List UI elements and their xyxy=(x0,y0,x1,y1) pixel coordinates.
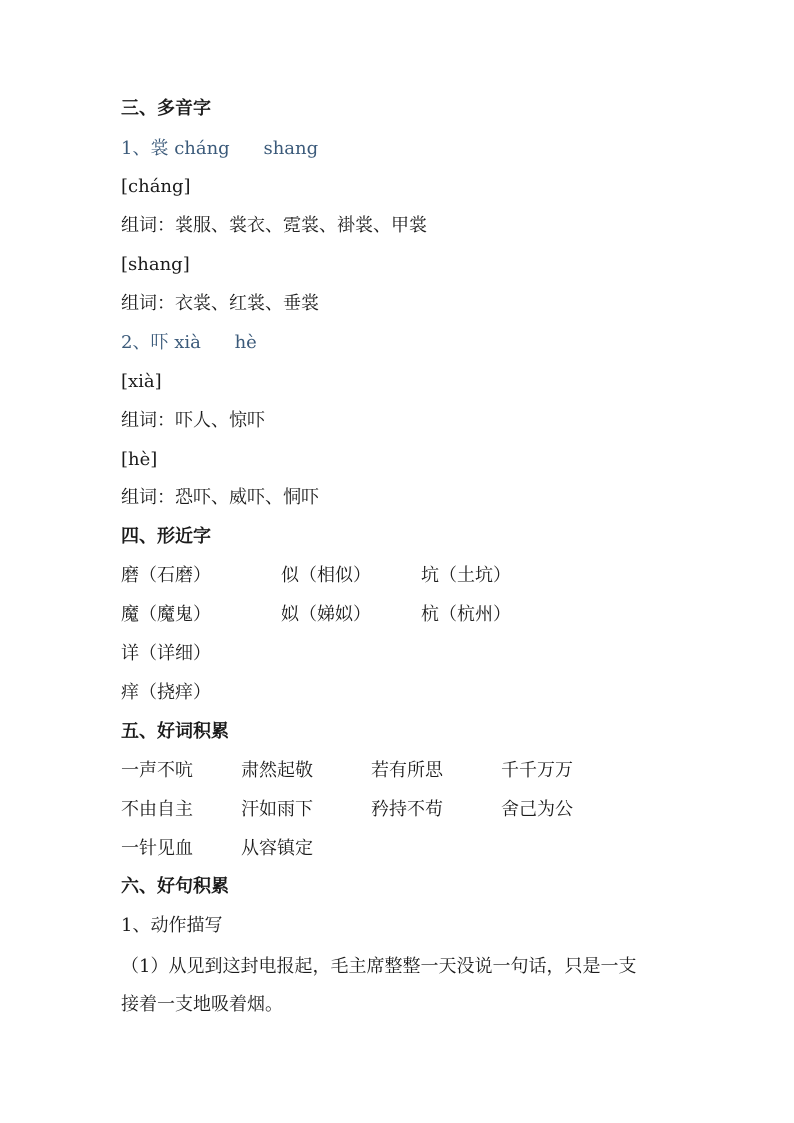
sentence-1-line-1: （1）从见到这封电报起，毛主席整整一天没说一句话，只是一支 xyxy=(121,956,637,977)
word-group-4: 组词：恐吓、威吓、恫吓 xyxy=(121,487,319,508)
section-6-heading: 六、好句积累 xyxy=(121,876,229,897)
pinyin-bracket-1: [cháng] xyxy=(121,176,191,197)
subheading-action: 1、动作描写 xyxy=(121,915,223,936)
polyphone-2-pinyin-2: hè xyxy=(234,332,257,353)
polyphone-item-1 xyxy=(121,137,318,161)
polyphone-item-2 xyxy=(121,331,257,355)
good-word: 从容镇定 xyxy=(241,838,313,859)
good-word: 矜持不苟 xyxy=(371,799,443,820)
similar-char: 姒（娣姒） xyxy=(281,604,371,625)
good-word: 千千万万 xyxy=(501,760,573,781)
word-group-3: 组词：吓人、惊吓 xyxy=(121,410,265,431)
polyphone-2-head: 2、吓 xyxy=(121,332,169,353)
section-3-heading: 三、多音字 xyxy=(121,98,211,119)
good-word: 汗如雨下 xyxy=(241,799,313,820)
sentence-1-line-2: 接着一支地吸着烟。 xyxy=(121,994,283,1015)
similar-char: 魔（魔鬼） xyxy=(121,604,211,625)
good-word: 不由自主 xyxy=(121,799,193,820)
good-word: 若有所思 xyxy=(371,760,443,781)
section-5-heading: 五、好词积累 xyxy=(121,721,229,742)
similar-char: 坑（土坑） xyxy=(421,565,511,586)
pinyin-bracket-4: [hè] xyxy=(121,449,158,470)
word-group-1: 组词：裳服、裳衣、霓裳、褂裳、甲裳 xyxy=(121,215,427,236)
polyphone-1-pinyin-1: cháng xyxy=(174,138,230,159)
good-word: 肃然起敬 xyxy=(241,760,313,781)
word-group-2: 组词：衣裳、红裳、垂裳 xyxy=(121,293,319,314)
similar-char: 杭（杭州） xyxy=(421,604,511,625)
polyphone-2-pinyin-1: xià xyxy=(174,332,201,353)
similar-char: 似（相似） xyxy=(281,565,371,586)
section-4-heading: 四、形近字 xyxy=(121,526,211,547)
polyphone-1-head: 1、裳 xyxy=(121,138,169,159)
polyphone-1-pinyin-2: shang xyxy=(263,138,319,159)
good-word: 一针见血 xyxy=(121,838,193,859)
similar-char: 痒（挠痒） xyxy=(121,682,211,703)
similar-char: 磨（石磨） xyxy=(121,565,211,586)
good-word: 舍己为公 xyxy=(501,799,573,820)
pinyin-bracket-3: [xià] xyxy=(121,371,162,392)
good-word: 一声不吭 xyxy=(121,760,193,781)
similar-char: 详（详细） xyxy=(121,643,211,664)
pinyin-bracket-2: [shang] xyxy=(121,254,190,275)
